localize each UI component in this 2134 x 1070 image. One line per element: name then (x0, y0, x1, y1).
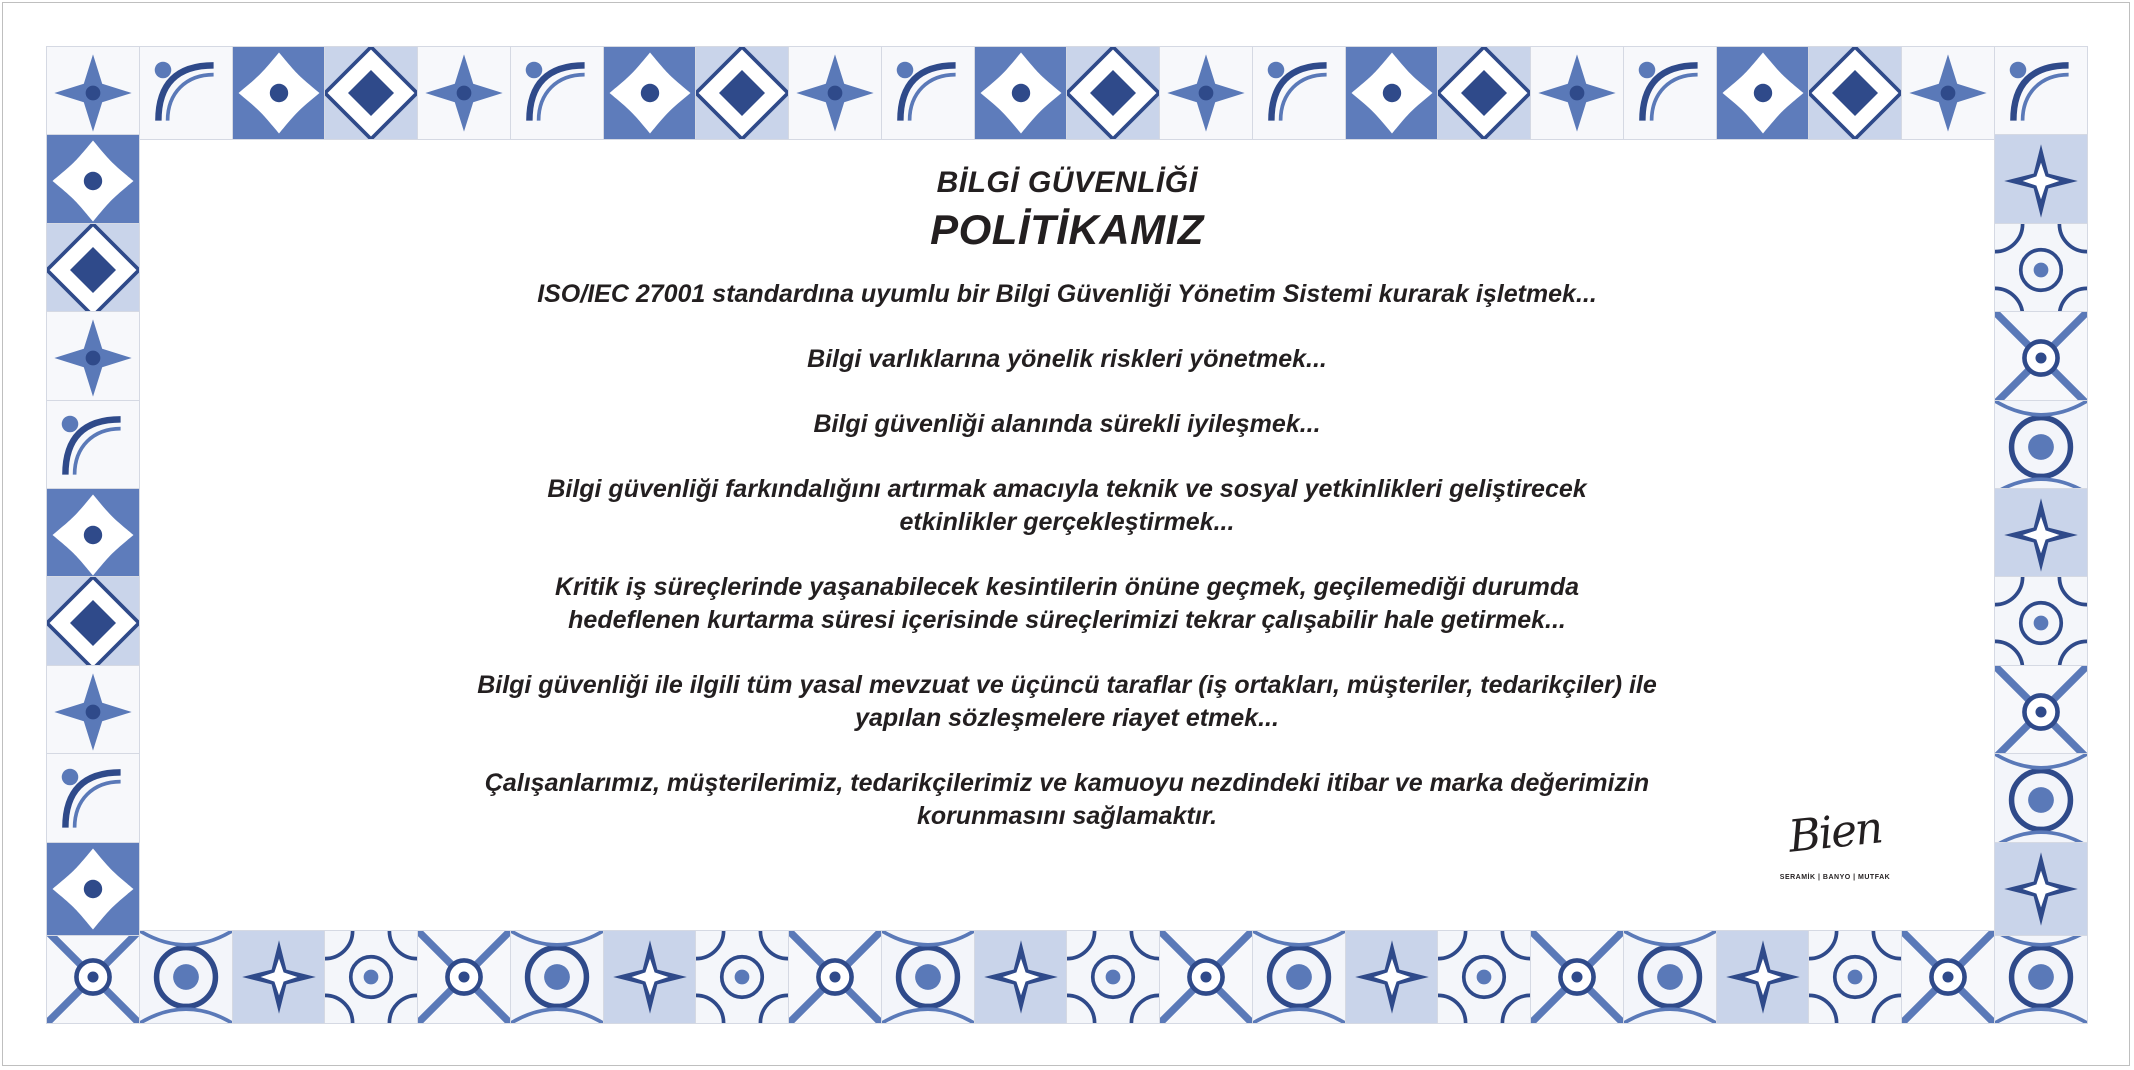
ceramic-tile (46, 311, 140, 405)
ceramic-tile (1252, 46, 1346, 140)
ceramic-tile (1530, 46, 1624, 140)
ceramic-tile (1716, 930, 1810, 1024)
statement-line: etkinlikler gerçekleştirmek... (899, 508, 1235, 536)
ceramic-tile (1437, 46, 1531, 140)
ceramic-tile (695, 930, 789, 1024)
document-heading-line1: BİLGİ GÜVENLİĞİ (936, 166, 1198, 199)
ceramic-tile (46, 46, 140, 140)
ceramic-tile (510, 46, 604, 140)
ceramic-tile (1994, 842, 2088, 936)
ceramic-tile (1716, 46, 1810, 140)
logo-wordmark: Bien (1786, 802, 1884, 863)
ceramic-tile (417, 930, 511, 1024)
ceramic-tile (695, 46, 789, 140)
ceramic-tile (1345, 930, 1439, 1024)
ceramic-tile (46, 488, 140, 582)
ceramic-tile (1159, 930, 1253, 1024)
ceramic-tile (603, 930, 697, 1024)
statement-line: ISO/IEC 27001 standardına uyumlu bir Bilgi Güvenliği Yönetim Sistemi kurarak işletmek... (537, 280, 1597, 308)
policy-document (150, 150, 1984, 920)
ceramic-tile (139, 930, 233, 1024)
ceramic-tile (46, 400, 140, 494)
ceramic-tile (1808, 930, 1902, 1024)
ceramic-tile (1252, 930, 1346, 1024)
policy-statement (457, 473, 1677, 539)
statement-line: Kritik iş süreçlerinde yaşanabilecek kesintilerin önüne geçmek, geçilemediği durumda (555, 573, 1579, 601)
ceramic-tile (788, 46, 882, 140)
statement-line: yapılan sözleşmelere riayet etmek... (855, 704, 1279, 732)
ceramic-tile (1901, 930, 1995, 1024)
ceramic-tile (1994, 134, 2088, 228)
ceramic-tile (881, 930, 975, 1024)
policy-statement (457, 343, 1677, 376)
ceramic-tile (1808, 46, 1902, 140)
statement-line: Bilgi güvenliği farkındalığını artırmak amacıyla teknik ve sosyal yetkinlikleri geliştirecek (547, 475, 1587, 503)
ceramic-tile (1066, 46, 1160, 140)
ceramic-tile (46, 842, 140, 936)
ceramic-tile (1994, 46, 2088, 140)
ceramic-tile (1994, 311, 2088, 405)
ceramic-tile (46, 930, 140, 1024)
ceramic-tile (232, 930, 326, 1024)
ceramic-tile (46, 665, 140, 759)
brand-logo (1775, 802, 1895, 898)
statement-line: Bilgi güvenliği alanında sürekli iyileşmek... (813, 410, 1321, 438)
logo-tagline: SERAMİK | BANYO | MUTFAK (1779, 874, 1891, 881)
ceramic-tile (1901, 46, 1995, 140)
ceramic-tile (1994, 488, 2088, 582)
ceramic-tile (324, 930, 418, 1024)
policy-statement (457, 767, 1677, 833)
document-heading-line2: POLİTİKAMIZ (930, 206, 1204, 253)
policy-statement (457, 408, 1677, 441)
ceramic-tile (232, 46, 326, 140)
ceramic-tile (1530, 930, 1624, 1024)
ceramic-tile (46, 134, 140, 228)
ceramic-tile (974, 930, 1068, 1024)
ceramic-tile (510, 930, 604, 1024)
policy-statement (457, 571, 1677, 637)
ceramic-tile (974, 46, 1068, 140)
ceramic-tile (1437, 930, 1531, 1024)
statement-line: Çalışanlarımız, müşterilerimiz, tedarikçilerimiz ve kamuoyu nezdindeki itibar ve marka değerimizin (484, 769, 1650, 797)
statement-line: Bilgi güvenliği ile ilgili tüm yasal mevzuat ve üçüncü taraflar (iş ortakları, müşteriler, tedarikçiler) ile (477, 671, 1657, 699)
statement-line: korunmasını sağlamaktır. (916, 802, 1218, 830)
policy-statement (457, 669, 1677, 735)
ceramic-tile (881, 46, 975, 140)
ceramic-tile (139, 46, 233, 140)
ceramic-tile (1994, 400, 2088, 494)
policy-statements (150, 278, 1984, 865)
ceramic-tile (1066, 930, 1160, 1024)
ceramic-tile (1159, 46, 1253, 140)
statement-line: hedeflenen kurtarma süresi içerisinde süreçlerimizi tekrar çalışabilir hale getirmek... (568, 606, 1566, 634)
ceramic-tile (788, 930, 882, 1024)
ceramic-tile (417, 46, 511, 140)
statement-line: Bilgi varlıklarına yönelik riskleri yönetmek... (807, 345, 1327, 373)
policy-statement (457, 278, 1677, 311)
ceramic-tile (1994, 223, 2088, 317)
ceramic-tile (603, 46, 697, 140)
ceramic-tile (1994, 930, 2088, 1024)
ceramic-tile (1994, 576, 2088, 670)
ceramic-tile (46, 223, 140, 317)
ceramic-tile (1623, 46, 1717, 140)
ceramic-tile (1345, 46, 1439, 140)
ceramic-tile (324, 46, 418, 140)
ceramic-tile (1994, 753, 2088, 847)
ceramic-tile (1994, 665, 2088, 759)
ceramic-tile (46, 576, 140, 670)
ceramic-tile (46, 753, 140, 847)
ceramic-tile (1623, 930, 1717, 1024)
